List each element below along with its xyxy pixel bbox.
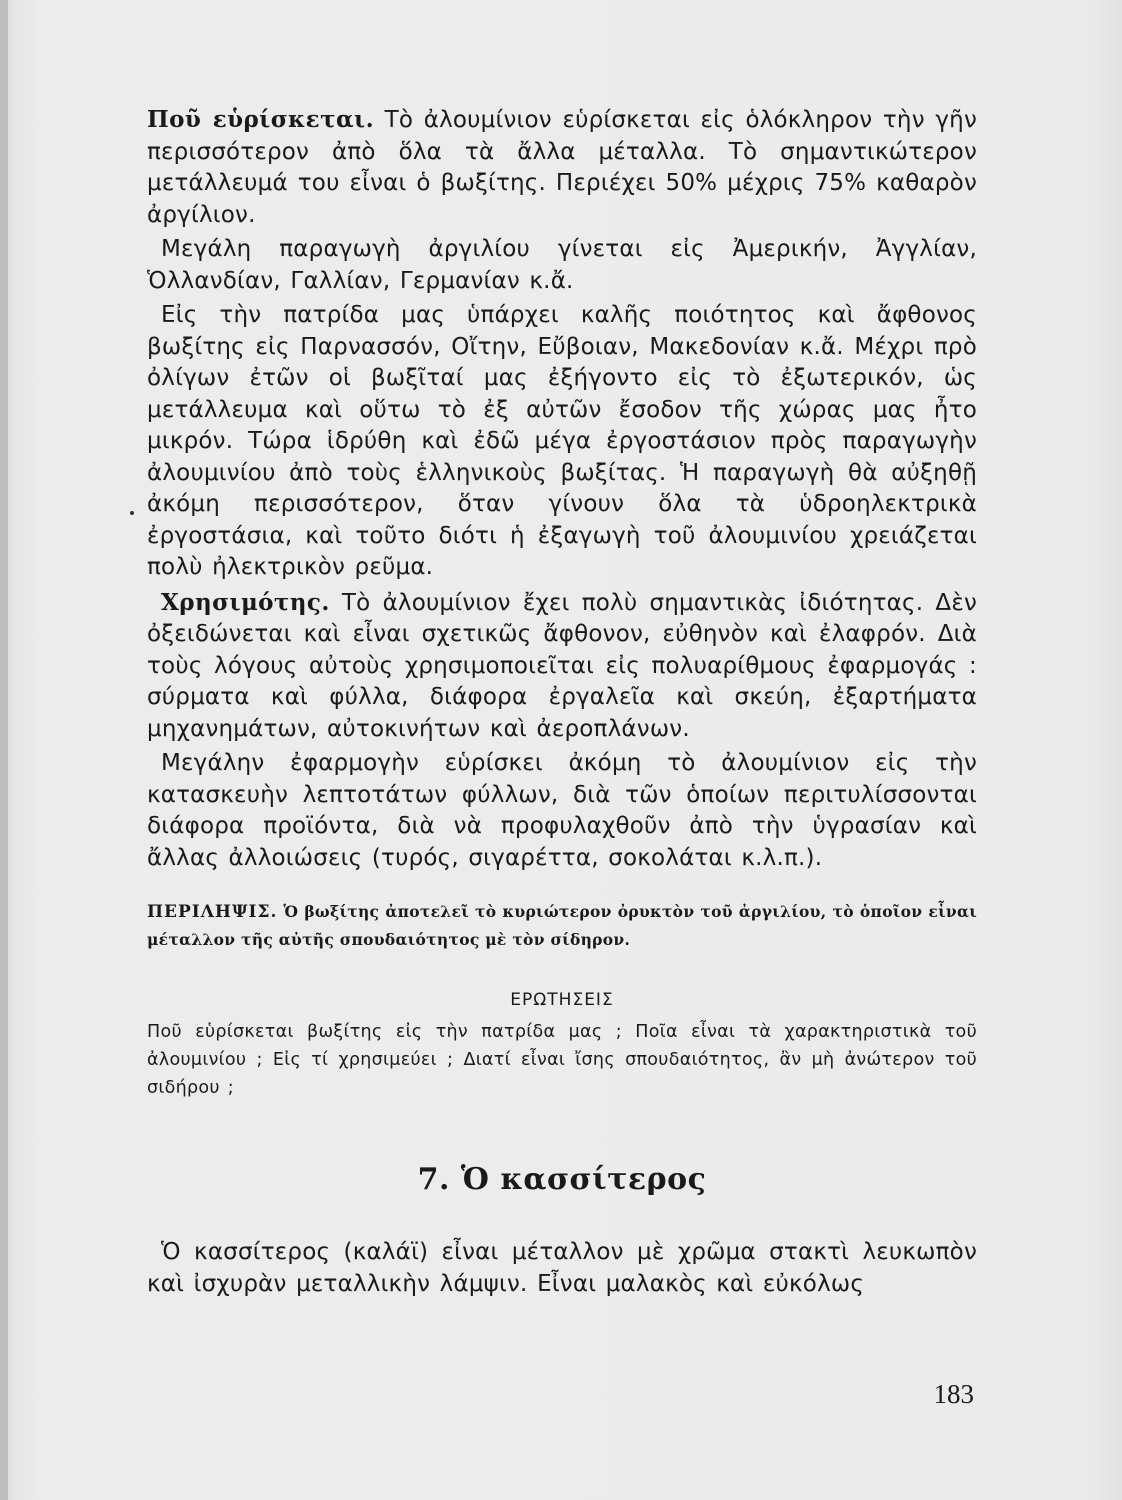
paragraph-production: Μεγάλη παραγωγὴ ἀργιλίου γίνεται εἰς Ἀμερικήν, Ἀγγλίαν, Ὁλλανδίαν, Γαλλίαν, Γερμανίαν κ.ἄ. (147, 236, 977, 294)
page-binding-shadow (0, 0, 8, 1500)
chapter-title: 7. Ὁ κασσίτερος (417, 1162, 707, 1197)
text-where-found: Τὸ ἀλουμίνιον εὑρίσκεται εἰς ὁλόκληρον τὴν γῆν περισσότερον ἀπὸ ὅλα τὰ ἄλλα μέταλλα. Τὸ σημαντικώτερον μετάλλευμά του εἶναι ὁ βωξίτης. Περιέχει 50% μέχρις 75% καθαρὸν ἀργίλιον. (147, 107, 977, 228)
questions-heading: ΕΡΩΤΗΣΕΙΣ (510, 990, 614, 1010)
page-number: 183 (933, 1379, 974, 1409)
heading-usefulness: Χρησιμότης. (161, 588, 330, 616)
paragraph-tin: Ὁ κασσίτερος (καλάϊ) εἶναι μέταλλον μὲ χρῶμα στακτὶ λευκωπὸν καὶ ἰσχυρὰν μεταλλικὴν λάμψιν. Εἶναι μαλακὸς καὶ εὐκόλως (147, 1239, 977, 1297)
paragraph-where-found (147, 104, 977, 231)
page-content (147, 104, 977, 1303)
summary-text: Ὁ βωξίτης ἀποτελεῖ τὸ κυριώτερον ὀρυκτὸν τοῦ ἀργιλίου, τὸ ὁποῖον εἶναι μέταλλον τῆς αὐτῆς σπουδαιότητος μὲ τὸν σίδηρον. (147, 902, 977, 949)
heading-where-found: Ποῦ εὑρίσκεται. (147, 106, 374, 133)
summary-heading: ΠΕΡΙΛΗΨΙΣ. (147, 902, 278, 922)
paragraph-greece: Εἰς τὴν πατρίδα μας ὑπάρχει καλῆς ποιότητος καὶ ἄφθονος βωξίτης εἰς Παρνασσόν, Οἴτην, Εὔβοιαν, Μακεδονίαν κ.ἄ. Μέχρι πρὸ ὀλίγων ἐτῶν οἱ βωξῖταί μας ἐξήγοντο εἰς τὸ ἐξωτερικόν, ὡς μετάλλευμα καὶ οὕτω τὸ ἐξ αὐτῶν ἔσοδον τῆς χώρας μας ἦτο μικρόν. Τώρα ἱδρύθη καὶ ἐδῶ μέγα ἐργοστάσιον πρὸς παραγωγὴν ἀλουμινίου ἀπὸ τοὺς ἑλληνικοὺς βωξίτας. Ἡ παραγωγὴ θὰ αὐξηθῇ ἀκόμη περισσότερον, ὅταν γίνουν ὅλα τὰ ὑδροηλεκτρικὰ ἐργοστάσια, καὶ τοῦτο διότι ἡ ἐξαγωγὴ τοῦ ἀλουμινίου χρειάζεται πολὺ ἠλεκτρικὸν ρεῦμα. (147, 302, 977, 580)
margin-speck (130, 511, 134, 515)
questions-text: Ποῦ εὑρίσκεται βωξίτης εἰς τὴν πατρίδα μας ; Ποῖα εἶναι τὰ χαρακτηριστικὰ τοῦ ἀλουμινίου ; Εἰς τί χρησιμεύει ; Διατί εἶναι ἴσης σπουδαιότητος, ἂν μὴ ἀνώτερον τοῦ σιδήρου ; (147, 1022, 977, 1098)
summary-block (147, 898, 977, 954)
paragraph-foil: Μεγάλην ἐφαρμογὴν εὑρίσκει ἀκόμη τὸ ἀλουμίνιον εἰς τὴν κατασκευὴν λεπτοτάτων φύλλων, διὰ τῶν ὁποίων περιτυλίσσονται διάφορα προϊόντα, διὰ νὰ προφυλαχθοῦν ἀπὸ τὴν ὑγρασίαν καὶ ἄλλας ἀλλοιώσεις (τυρός, σιγαρέττα, σοκολάται κ.λ.π.). (147, 750, 977, 871)
paragraph-usefulness (147, 587, 977, 746)
text-usefulness: Τὸ ἀλουμίνιον ἔχει πολὺ σημαντικὰς ἰδιότητας. Δὲν ὀξειδώνεται καὶ εἶναι σχετικῶς ἄφθονον, εὐθηνὸν καὶ ἐλαφρόν. Διὰ τοὺς λόγους αὐτοὺς χρησιμοποιεῖται εἰς πολυαρίθμους ἐφαρμογάς : σύρματα καὶ φύλλα, διάφορα ἐργαλεῖα καὶ σκεύη, ἐξαρτήματα μηχανημάτων, αὐτοκινήτων καὶ ἀεροπλάνων. (147, 589, 977, 742)
